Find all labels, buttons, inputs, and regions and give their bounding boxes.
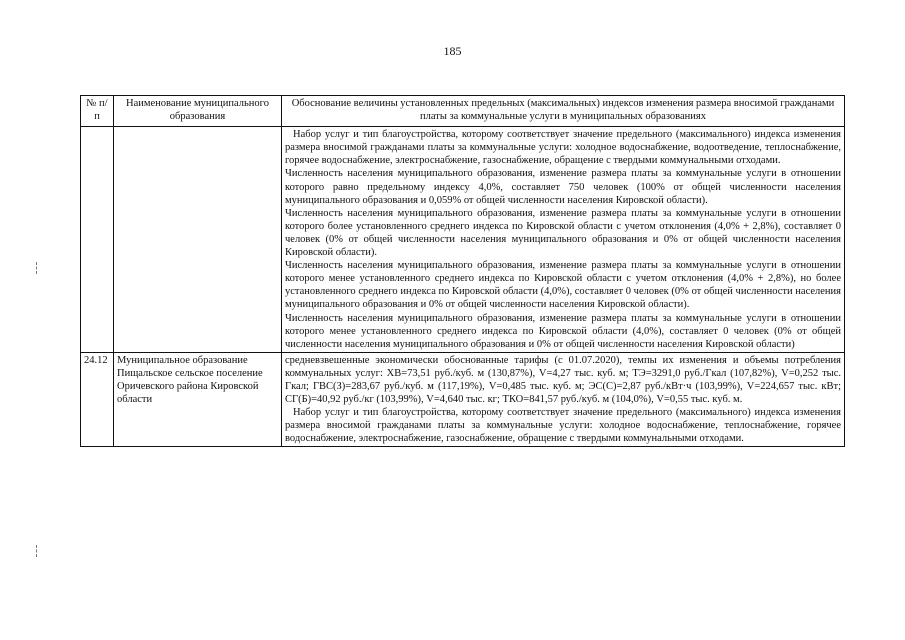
row-number (81, 127, 114, 353)
header-number: № п/п (81, 96, 114, 127)
row-municipality (114, 127, 282, 353)
justification-table (80, 95, 845, 447)
row-number: 24.12 (81, 352, 114, 447)
justification-paragraph: Набор услуг и тип благоустройства, которому соответствует значение предельного (максимального) индекса изменения размера вносимой гражданами платы за коммунальные услуги: холодное водоснабжение, теплоснабжение, горячее водоснабжение, электроснабжение, газоснабжение, обращение с твердыми коммунальными отходами. (285, 407, 841, 445)
justification-paragraph: Численность населения муниципального образования, изменение размера платы за коммунальные услуги в отношении которого менее установленного среднего индекса по Кировской области (4,0%), составляет 0 человек (0% от общей численности населения муниципального образования и 0% от общей численности населения Кировской области) (285, 312, 841, 350)
justification-paragraph: Набор услуг и тип благоустройства, которому соответствует значение предельного (максимального) индекса изменения размера вносимой гражданами платы за коммунальные услуги: холодное водоснабжение, водоотведение, теплоснабжение, горячее водоснабжение, электроснабжение, газоснабжение, обращение с твердыми коммунальными отходами. (285, 129, 841, 167)
row-justification (282, 352, 845, 447)
justification-paragraph: Численность населения муниципального образования, изменение размера платы за коммунальные услуги в отношении которого менее установленного среднего индекса по Кировской области с учетом отклонения (4,0% + 2,8%), но более установленного среднего индекса по Кировской области (4,0%), составляет 0 человек (0% от общей численности населения муниципального образования и 0% от общей численности населения Кировской области). (285, 260, 841, 311)
margin-mark-bottom (36, 545, 38, 557)
justification-paragraph: Численность населения муниципального образования, изменение размера платы за коммунальные услуги в отношении которого более установленного среднего индекса по Кировской области с учетом отклонения (4,0% + 2,8%), составляет 0 человек (0% от общей численности населения муниципального образования и 0% от общей численности населения Кировской области). (285, 207, 841, 259)
header-municipality: Наименование муниципального образования (114, 96, 282, 127)
row-municipality: Муниципальное образование Пищальское сельское поселение Оричевского района Кировской области (114, 352, 282, 447)
justification-paragraph: Численность населения муниципального образования, изменение размера платы за коммунальные услуги в отношении которого равно предельному индексу 4,0%, составляет 750 человек (100% от общей численности населения муниципального образования и 0,059% от общей численности населения Кировской области). (285, 168, 841, 206)
table-row (81, 352, 845, 447)
page-number: 185 (443, 44, 462, 58)
table-header-row (81, 96, 845, 127)
header-justification: Обоснование величины установленных предельных (максимальных) индексов изменения размера вносимой гражданами платы за коммунальные услуги в муниципальных образованиях (282, 96, 845, 127)
justification-paragraph: средневзвешенные экономически обоснованные тарифы (с 01.07.2020), темпы их изменения и объемы потребления коммунальных услуг: ХВ=73,51 руб./куб. м (130,87%), V=4,27 тыс. куб. м; ТЭ=3291,0 руб./Гкал (107,82%), V=0,252 тыс. Гкал; ГВС(З)=283,67 руб./куб. м (117,19%), V=0,485 тыс. куб. м; ЭС(С)=2,87 руб./кВт·ч (103,99%), V=224,657 тыс. кВт; СГ(Б)=40,92 руб./кг (103,99%), V=4,640 тыс. кг; ТКО=841,57 руб./куб. м (104,0%), V=0,55 тыс. куб. м. (285, 354, 841, 406)
table-row (81, 127, 845, 353)
margin-mark-top (36, 262, 38, 274)
row-justification (282, 127, 845, 353)
